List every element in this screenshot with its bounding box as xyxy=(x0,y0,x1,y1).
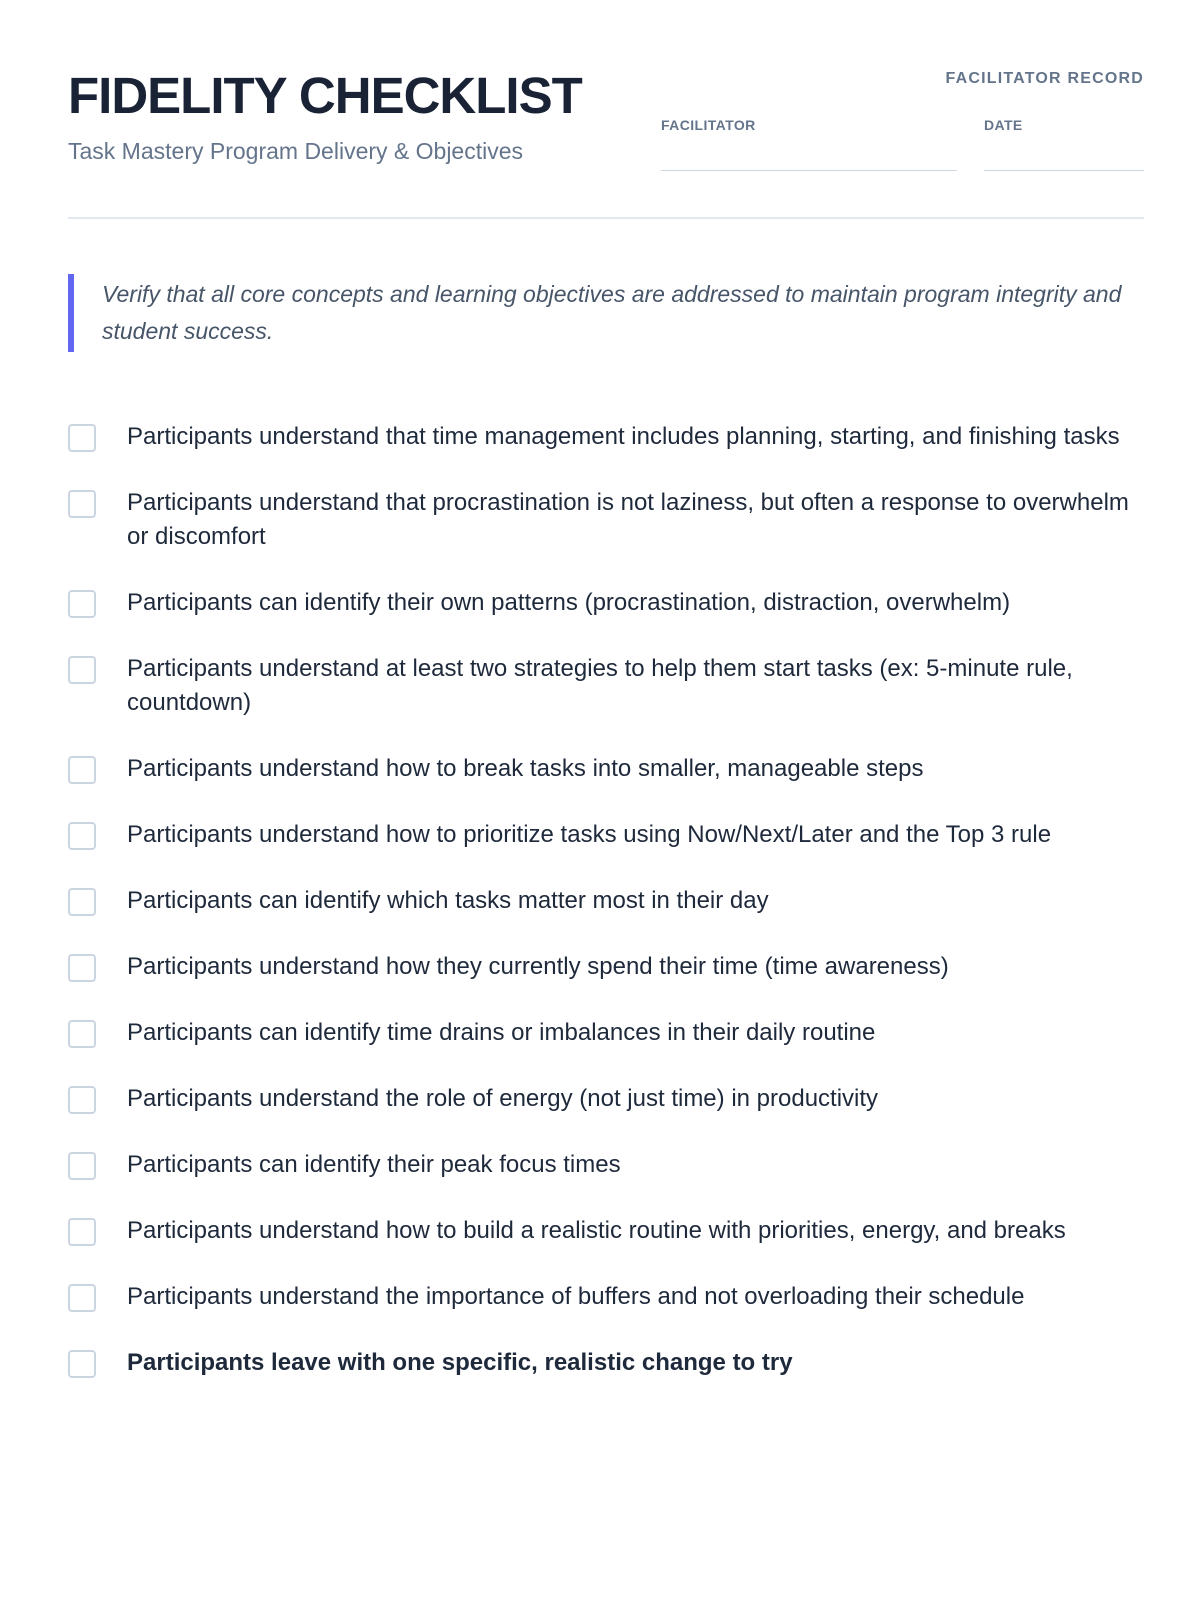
date-field[interactable] xyxy=(984,116,1144,171)
checklist-checkbox[interactable] xyxy=(68,1284,96,1312)
checklist-item xyxy=(68,486,1144,554)
checklist-item-text: Participants understand how to break tasks into smaller, manageable steps xyxy=(127,755,924,782)
facilitator-record-label: FACILITATOR RECORD xyxy=(945,70,1144,87)
checklist-item-text: Participants can identify their peak focus times xyxy=(127,1151,621,1178)
checklist-item-text: Participants understand how they currently spend their time (time awareness) xyxy=(127,953,949,980)
checklist-checkbox[interactable] xyxy=(68,1020,96,1048)
checklist-checkbox[interactable] xyxy=(68,756,96,784)
checklist-checkbox[interactable] xyxy=(68,424,96,452)
checklist-item xyxy=(68,1082,1144,1116)
date-field-line[interactable] xyxy=(984,170,1144,171)
checklist-checkbox[interactable] xyxy=(68,1350,96,1378)
checklist-checkbox[interactable] xyxy=(68,490,96,518)
page-title: FIDELITY CHECKLIST xyxy=(68,67,582,124)
checklist-item-text: Participants can identify which tasks matter most in their day xyxy=(127,887,769,914)
checklist-item xyxy=(68,1280,1144,1314)
date-field-label: DATE xyxy=(984,117,1023,133)
checklist-checkbox[interactable] xyxy=(68,1218,96,1246)
checklist-item xyxy=(68,818,1144,852)
checklist-item-text: Participants can identify their own patterns (procrastination, distraction, overwhelm) xyxy=(127,589,1011,616)
checklist-checkbox[interactable] xyxy=(68,822,96,850)
checklist-checkbox[interactable] xyxy=(68,954,96,982)
checklist-checkbox[interactable] xyxy=(68,656,96,684)
checklist-item-text: Participants understand how to prioritize tasks using Now/Next/Later and the Top 3 rule xyxy=(127,821,1052,848)
checklist-item-text: Participants understand that time management includes planning, starting, and finishing tasks xyxy=(127,423,1120,450)
page-subtitle: Task Mastery Program Delivery & Objectives xyxy=(68,138,524,164)
checklist-item-text: Participants understand that procrastination is not laziness, but often a response to overwhelm or discomfort xyxy=(127,489,1129,550)
checklist-item xyxy=(68,586,1144,620)
intro-callout xyxy=(68,274,1144,352)
checklist-item xyxy=(68,1346,1144,1380)
checklist-checkbox[interactable] xyxy=(68,590,96,618)
checklist-item-text: Participants can identify time drains or imbalances in their daily routine xyxy=(127,1019,876,1046)
checklist-item xyxy=(68,1148,1144,1182)
checklist-item-text: Participants understand at least two strategies to help them start tasks (ex: 5-minute rule, countdown) xyxy=(127,655,1073,716)
checklist-item xyxy=(68,884,1144,918)
checklist-item-text: Participants understand how to build a realistic routine with priorities, energy, and breaks xyxy=(127,1217,1066,1244)
objectives-checklist xyxy=(68,420,1144,1412)
checklist-item xyxy=(68,752,1144,786)
checklist-item xyxy=(68,1214,1144,1248)
checklist-item-text: Participants understand the role of energy (not just time) in productivity xyxy=(127,1085,879,1112)
intro-text: Verify that all core concepts and learning objectives are addressed to maintain program integrity and student success. xyxy=(102,281,1122,344)
checklist-item xyxy=(68,950,1144,984)
checklist-item xyxy=(68,1016,1144,1050)
checklist-checkbox[interactable] xyxy=(68,888,96,916)
checklist-item-text: Participants leave with one specific, realistic change to try xyxy=(127,1349,793,1376)
checklist-checkbox[interactable] xyxy=(68,1152,96,1180)
header xyxy=(68,0,1144,220)
facilitator-field-line[interactable] xyxy=(661,170,957,171)
checklist-item xyxy=(68,420,1144,454)
header-divider xyxy=(68,217,1144,219)
checklist-page xyxy=(68,0,1144,1376)
checklist-item xyxy=(68,652,1144,720)
facilitator-field[interactable] xyxy=(661,116,957,171)
checklist-checkbox[interactable] xyxy=(68,1086,96,1114)
facilitator-field-label: FACILITATOR xyxy=(661,117,756,133)
checklist-item-text: Participants understand the importance of buffers and not overloading their schedule xyxy=(127,1283,1025,1310)
